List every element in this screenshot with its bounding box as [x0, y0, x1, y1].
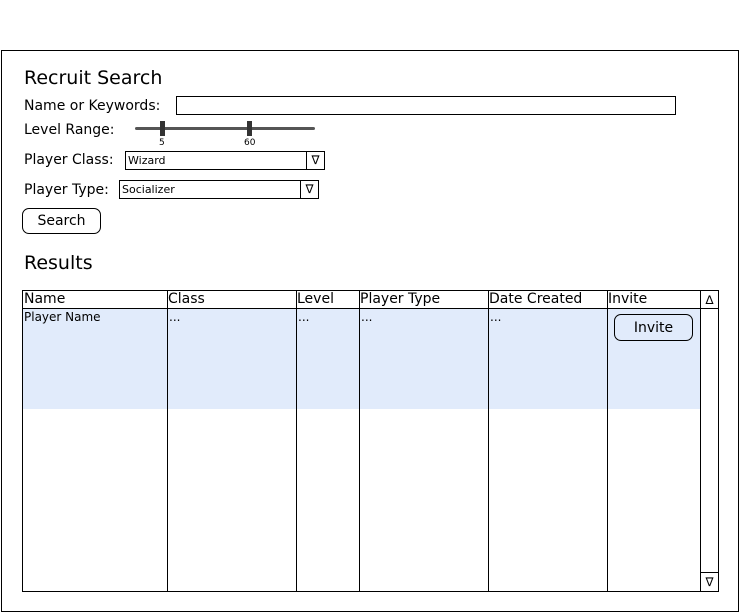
- player-type-label: Player Type:: [24, 182, 109, 198]
- chevron-down-icon[interactable]: ∇: [306, 152, 324, 169]
- cell-date-created: ...: [490, 310, 502, 324]
- column-header-name[interactable]: Name: [23, 291, 167, 309]
- results-table: [22, 290, 719, 592]
- player-type-value: Socializer: [122, 183, 175, 196]
- cell-class: ...: [169, 310, 181, 324]
- level-min-value: 5: [159, 138, 165, 148]
- level-max-handle[interactable]: [247, 121, 252, 136]
- column-header-class[interactable]: Class: [167, 291, 296, 309]
- column-divider: [607, 291, 608, 591]
- player-class-label: Player Class:: [24, 152, 114, 168]
- search-button[interactable]: Search: [22, 208, 101, 234]
- column-divider: [296, 291, 297, 591]
- recruit-search-window: [1, 50, 739, 612]
- chevron-down-icon[interactable]: ∇: [300, 181, 318, 198]
- column-header-invite[interactable]: Invite: [607, 291, 700, 309]
- cell-player-type: ...: [361, 310, 373, 324]
- column-header-date-created[interactable]: Date Created: [488, 291, 607, 309]
- results-title: Results: [24, 252, 93, 274]
- table-scrollbar[interactable]: [700, 291, 718, 591]
- column-divider: [488, 291, 489, 591]
- column-header-level[interactable]: Level: [296, 291, 359, 309]
- page-title: Recruit Search: [24, 67, 163, 89]
- player-type-select[interactable]: [119, 180, 319, 199]
- column-header-player-type[interactable]: Player Type: [359, 291, 488, 309]
- name-keywords-label: Name or Keywords:: [24, 98, 161, 114]
- cell-level: ...: [298, 310, 310, 324]
- name-keywords-input[interactable]: [176, 96, 676, 115]
- player-class-select[interactable]: [125, 151, 325, 170]
- scroll-up-icon[interactable]: ∆: [701, 291, 718, 309]
- scroll-down-icon[interactable]: ∇: [701, 572, 718, 590]
- column-divider: [167, 291, 168, 591]
- cell-player-name[interactable]: Player Name: [24, 310, 101, 324]
- invite-button[interactable]: Invite: [614, 314, 693, 341]
- level-max-value: 60: [244, 138, 256, 148]
- table-row-highlight: [23, 309, 700, 409]
- column-divider: [359, 291, 360, 591]
- level-range-label: Level Range:: [24, 122, 115, 138]
- player-class-value: Wizard: [128, 154, 166, 167]
- level-min-handle[interactable]: [160, 121, 165, 136]
